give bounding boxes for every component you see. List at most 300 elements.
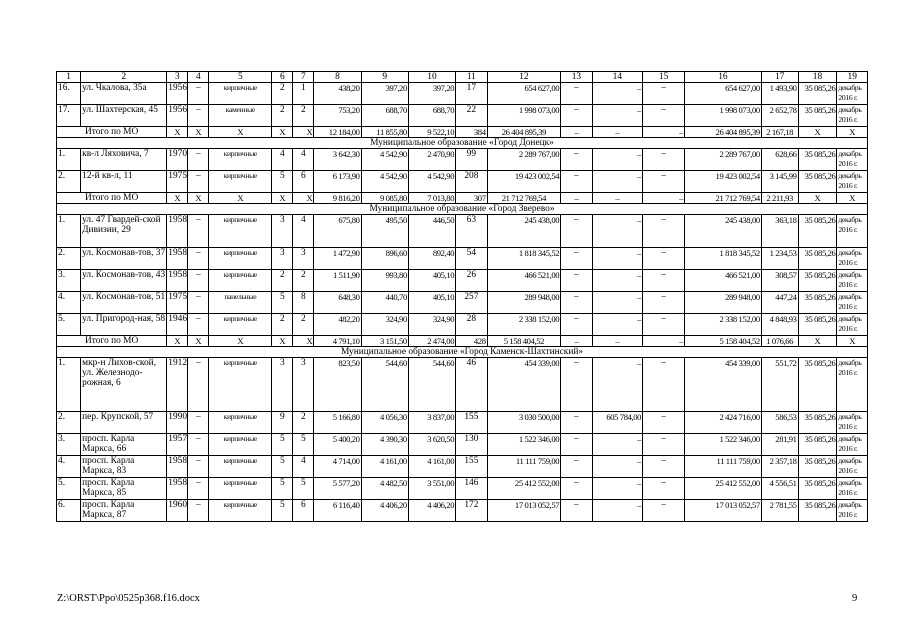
table-cell: – <box>592 215 642 248</box>
table-cell: 7 013,80 <box>408 193 455 204</box>
table-cell: ул. 47 Гвардей-ской Дивизии, 29 <box>81 215 167 248</box>
table-cell: 4 482,50 <box>361 478 408 500</box>
table-cell: декабрь 2016 г. <box>837 292 868 314</box>
table-cell: 1970 <box>167 149 188 171</box>
table-row <box>57 358 868 412</box>
table-cell: – <box>561 478 593 500</box>
table-cell: 25 412 552,00 <box>487 478 561 500</box>
table-cell: 654 627,00 <box>487 83 561 105</box>
table-cell: – <box>592 149 642 171</box>
section-row <box>57 204 868 215</box>
table-cell: 2 <box>293 314 314 336</box>
table-cell: ул. Космонав-тов, 37 <box>81 248 167 270</box>
table-cell: 3 <box>272 358 293 412</box>
table-row <box>57 500 868 522</box>
table-cell: 1 511,90 <box>314 270 361 292</box>
table-cell: 208 <box>456 171 488 193</box>
table-cell: 5 <box>209 72 272 83</box>
table-cell: 14 <box>592 72 642 83</box>
table-cell: 654 627,00 <box>685 83 762 105</box>
table-cell: 4. <box>57 456 81 478</box>
table-cell: X <box>272 193 293 204</box>
table-cell: просп. Карла Маркса, 83 <box>81 456 167 478</box>
table-cell: декабрь 2016 г. <box>837 149 868 171</box>
table-cell: 4 542,90 <box>408 171 455 193</box>
table-cell: декабрь 2016 г. <box>837 434 868 456</box>
table-cell: X <box>837 336 868 347</box>
table-cell: X <box>209 193 272 204</box>
table-cell: 4 542,90 <box>361 171 408 193</box>
table-cell: 2 <box>272 314 293 336</box>
table-cell: 892,40 <box>408 248 455 270</box>
table-cell: 4 161,00 <box>408 456 455 478</box>
table-cell: – <box>643 314 685 336</box>
table-cell: 1 234,53 <box>761 248 798 270</box>
page-number: 9 <box>852 593 858 604</box>
table-cell: 1. <box>57 358 81 412</box>
table-cell: 155 <box>456 412 488 434</box>
table-cell: 1958 <box>167 270 188 292</box>
table-cell: декабрь 2016 г. <box>837 270 868 292</box>
table-cell: – <box>188 314 209 336</box>
table-cell: декабрь 2016 г. <box>837 248 868 270</box>
table-cell: 6 <box>272 72 293 83</box>
table-cell: – <box>561 83 593 105</box>
table-cell: 308,57 <box>761 270 798 292</box>
table-cell: – <box>643 149 685 171</box>
table-cell: – <box>561 292 593 314</box>
table-cell: кирпичные <box>209 314 272 336</box>
table-row <box>57 215 868 248</box>
table-cell: 1946 <box>167 314 188 336</box>
table-cell: 26 404 895,39 <box>685 127 762 138</box>
table-cell: Муниципальное образование «Город Донецк» <box>57 138 868 149</box>
header-row <box>57 72 868 83</box>
table-cell: 5 <box>272 292 293 314</box>
table-cell: 2 474,00 <box>408 336 455 347</box>
table-cell: кирпичные <box>209 270 272 292</box>
table-cell: 324,90 <box>361 314 408 336</box>
housing-register-table <box>56 71 868 522</box>
table-cell: 9 085,80 <box>361 193 408 204</box>
table-cell: – <box>188 270 209 292</box>
table-cell: – <box>188 456 209 478</box>
table-cell: – <box>561 149 593 171</box>
table-cell: каменные <box>209 105 272 127</box>
table-cell: X <box>837 193 868 204</box>
table-cell: 1. <box>57 215 81 248</box>
table-cell: – <box>643 412 685 434</box>
table-cell: – <box>643 215 685 248</box>
table-cell: 5 <box>293 434 314 456</box>
table-cell: 46 <box>456 358 488 412</box>
table-cell: 2 289 767,00 <box>487 149 561 171</box>
table-cell: 12-й кв-л, 11 <box>81 171 167 193</box>
table-cell: – <box>592 193 642 204</box>
table-cell: кирпичные <box>209 478 272 500</box>
table-cell: 17 <box>761 72 798 83</box>
table-cell: – <box>643 434 685 456</box>
table-cell: 5 <box>272 171 293 193</box>
table-cell: 605 784,00 <box>592 412 642 434</box>
table-cell: 4 791,10 <box>314 336 361 347</box>
table-cell: 2. <box>57 412 81 434</box>
table-cell: 446,50 <box>408 215 455 248</box>
table-cell: 35 085,26 <box>798 478 837 500</box>
table-cell: 397,20 <box>361 83 408 105</box>
table-cell: X <box>188 336 209 347</box>
table-cell: 428 <box>456 336 488 347</box>
table-cell: декабрь 2016 г. <box>837 83 868 105</box>
table-cell: Муниципальное образование «Город Каменск-Шахтинский» <box>57 347 868 358</box>
table-cell: 5 <box>272 500 293 522</box>
table-cell: 3 837,00 <box>408 412 455 434</box>
table-row <box>57 149 868 171</box>
table-cell: 9 522,10 <box>408 127 455 138</box>
table-cell: – <box>592 500 642 522</box>
table-cell: 2 338 152,00 <box>487 314 561 336</box>
table-cell: – <box>188 412 209 434</box>
table-row <box>57 83 868 105</box>
table-cell: 6 <box>293 171 314 193</box>
table-cell: 1912 <box>167 358 188 412</box>
table-cell: 2 <box>272 105 293 127</box>
table-cell: 1 818 345,52 <box>685 248 762 270</box>
footer-file-path: Z:\ORST\Ppo\0525p368.f16.docx <box>57 593 200 604</box>
table-cell: 26 404 895,39 <box>487 127 561 138</box>
table-cell: кирпичные <box>209 456 272 478</box>
table-cell: 586,53 <box>761 412 798 434</box>
table-cell: 9 <box>361 72 408 83</box>
table-cell: 8 <box>314 72 361 83</box>
table-cell: – <box>561 127 593 138</box>
table-cell: 21 712 769,54 <box>487 193 561 204</box>
table-cell: 1 998 073,00 <box>685 105 762 127</box>
table-cell: кирпичные <box>209 83 272 105</box>
table-row <box>57 434 868 456</box>
table-cell: 3 <box>167 72 188 83</box>
table-cell: X <box>209 336 272 347</box>
table-row <box>57 270 868 292</box>
table-cell: – <box>643 83 685 105</box>
table-cell: 2. <box>57 248 81 270</box>
table-row <box>57 412 868 434</box>
table-cell: кирпичные <box>209 215 272 248</box>
table-cell: 4 <box>272 149 293 171</box>
table-cell: кирпичные <box>209 434 272 456</box>
table-cell: 8 <box>293 292 314 314</box>
section-row <box>57 138 868 149</box>
table-cell: – <box>561 456 593 478</box>
table-row <box>57 292 868 314</box>
table-cell: 2 <box>293 105 314 127</box>
table-cell: 245 438,00 <box>487 215 561 248</box>
table-cell: X <box>272 336 293 347</box>
table-cell: 19 423 002,54 <box>685 171 762 193</box>
table-cell: декабрь 2016 г. <box>837 358 868 412</box>
table-cell: 1. <box>57 149 81 171</box>
total-row <box>57 127 868 138</box>
table-cell: X <box>167 336 188 347</box>
table-cell: – <box>561 171 593 193</box>
section-row <box>57 347 868 358</box>
table-row <box>57 456 868 478</box>
table-cell: 7 <box>293 72 314 83</box>
table-cell: 3 <box>272 215 293 248</box>
table-cell: X <box>293 193 314 204</box>
table-cell: 1958 <box>167 215 188 248</box>
table-cell: 35 085,26 <box>798 83 837 105</box>
table-cell: 11 <box>456 72 488 83</box>
table-cell: 21 712 769,54 <box>685 193 762 204</box>
table-cell: 19 423 002,54 <box>487 171 561 193</box>
table-cell: 2 <box>272 270 293 292</box>
table-cell: 2 338 152,00 <box>685 314 762 336</box>
table-cell: – <box>643 336 685 347</box>
table-cell: 482,20 <box>314 314 361 336</box>
table-cell: 245 438,00 <box>685 215 762 248</box>
table-cell: 4 714,00 <box>314 456 361 478</box>
table-cell: 3 551,00 <box>408 478 455 500</box>
table-cell: 1 <box>293 83 314 105</box>
table-cell: 324,90 <box>408 314 455 336</box>
table-cell: декабрь 2016 г. <box>837 314 868 336</box>
table-cell: – <box>188 215 209 248</box>
table-cell: 2 <box>81 72 167 83</box>
table-cell: 35 085,26 <box>798 358 837 412</box>
table-cell: декабрь 2016 г. <box>837 456 868 478</box>
table-cell: – <box>561 434 593 456</box>
table-cell: – <box>643 456 685 478</box>
table-cell: 2 <box>293 412 314 434</box>
table-cell: 35 085,26 <box>798 456 837 478</box>
table-cell: – <box>592 336 642 347</box>
table-cell: кирпичные <box>209 149 272 171</box>
table-cell: 12 184,00 <box>314 127 361 138</box>
table-cell: 1975 <box>167 292 188 314</box>
table-cell: 544,60 <box>361 358 408 412</box>
table-cell: Муниципальное образование «Город Зверево» <box>57 204 868 215</box>
table-cell: 440,70 <box>361 292 408 314</box>
table-cell: 5 <box>293 478 314 500</box>
total-row <box>57 193 868 204</box>
table-cell: 5. <box>57 478 81 500</box>
table-cell: 16 <box>685 72 762 83</box>
table-cell: – <box>188 292 209 314</box>
table-cell: 289 948,00 <box>685 292 762 314</box>
table-cell: 172 <box>456 500 488 522</box>
table-cell: 2 167,18 <box>761 127 798 138</box>
table-cell: 648,30 <box>314 292 361 314</box>
table-cell: 2 289 767,00 <box>685 149 762 171</box>
table-cell: 1 522 346,00 <box>685 434 762 456</box>
table-cell: 5 400,20 <box>314 434 361 456</box>
table-cell: – <box>592 105 642 127</box>
table-cell: кирпичные <box>209 358 272 412</box>
table-cell: 1 493,90 <box>761 83 798 105</box>
table-cell: – <box>188 500 209 522</box>
table-cell: 384 <box>456 127 488 138</box>
table-cell: 993,80 <box>361 270 408 292</box>
table-cell: 99 <box>456 149 488 171</box>
table-cell: – <box>643 105 685 127</box>
table-cell: 155 <box>456 456 488 478</box>
table-cell: 35 085,26 <box>798 215 837 248</box>
table-cell: – <box>592 127 642 138</box>
table-row <box>57 105 868 127</box>
table-cell: X <box>798 336 837 347</box>
table-cell: 15 <box>643 72 685 83</box>
table-cell: 4 406,20 <box>361 500 408 522</box>
table-cell: – <box>643 127 685 138</box>
table-cell: 4 556,51 <box>761 478 798 500</box>
table-cell: 1957 <box>167 434 188 456</box>
table-cell: 2 <box>272 83 293 105</box>
table-cell: 307 <box>456 193 488 204</box>
table-cell: ул. Чкалова, 35а <box>81 83 167 105</box>
table-cell: 4 390,30 <box>361 434 408 456</box>
table-cell: 5 577,20 <box>314 478 361 500</box>
table-cell: – <box>592 314 642 336</box>
table-cell: 289 948,00 <box>487 292 561 314</box>
table-cell: 675,80 <box>314 215 361 248</box>
table-row <box>57 248 868 270</box>
table-cell: 551,72 <box>761 358 798 412</box>
table-cell: – <box>592 83 642 105</box>
table-cell: 5 <box>272 456 293 478</box>
table-cell: – <box>188 171 209 193</box>
table-cell: 3. <box>57 434 81 456</box>
table-cell: кирпичные <box>209 412 272 434</box>
table-cell: Итого по МО <box>57 127 167 138</box>
table-cell: 454 339,00 <box>487 358 561 412</box>
table-cell: 3 030 500,00 <box>487 412 561 434</box>
table-cell: 1958 <box>167 248 188 270</box>
table-cell: 447,24 <box>761 292 798 314</box>
table-cell: 4 542,90 <box>361 149 408 171</box>
table-cell: X <box>798 127 837 138</box>
table-cell: 2 <box>293 270 314 292</box>
table-cell: X <box>798 193 837 204</box>
table-cell: 1 472,90 <box>314 248 361 270</box>
table-cell: декабрь 2016 г. <box>837 215 868 248</box>
table-cell: 896,60 <box>361 248 408 270</box>
table-cell: 35 085,26 <box>798 149 837 171</box>
table-cell: 35 085,26 <box>798 314 837 336</box>
table-cell: 4. <box>57 292 81 314</box>
table-cell: 12 <box>487 72 561 83</box>
table-cell: 397,20 <box>408 83 455 105</box>
table-cell: – <box>188 105 209 127</box>
table-cell: X <box>293 336 314 347</box>
table-cell: кирпичные <box>209 171 272 193</box>
table-cell: – <box>188 149 209 171</box>
table-cell: 405,10 <box>408 270 455 292</box>
table-row <box>57 314 868 336</box>
table-cell: 3 620,50 <box>408 434 455 456</box>
table-cell: – <box>592 456 642 478</box>
table-cell: – <box>561 314 593 336</box>
table-cell: X <box>272 127 293 138</box>
table-cell: 26 <box>456 270 488 292</box>
table-cell: пер. Крупской, 57 <box>81 412 167 434</box>
table-cell: 405,10 <box>408 292 455 314</box>
table-cell: 16. <box>57 83 81 105</box>
table-cell: 130 <box>456 434 488 456</box>
table-cell: – <box>188 358 209 412</box>
table-cell: – <box>643 171 685 193</box>
table-cell: 11 111 759,00 <box>487 456 561 478</box>
table-cell: – <box>592 434 642 456</box>
table-cell: 3 <box>293 358 314 412</box>
table-cell: 1958 <box>167 478 188 500</box>
table-cell: 63 <box>456 215 488 248</box>
table-cell: 1 998 073,00 <box>487 105 561 127</box>
table-cell: 9 816,20 <box>314 193 361 204</box>
table-cell: 4 848,93 <box>761 314 798 336</box>
table-cell: 6 173,90 <box>314 171 361 193</box>
table-cell: 688,70 <box>408 105 455 127</box>
table-cell: 3 151,50 <box>361 336 408 347</box>
table-cell: – <box>561 270 593 292</box>
table-cell: X <box>188 127 209 138</box>
table-cell: – <box>188 434 209 456</box>
table-cell: 466 521,00 <box>685 270 762 292</box>
table-cell: 454 339,00 <box>685 358 762 412</box>
table-cell: 4 056,30 <box>361 412 408 434</box>
table-cell: – <box>592 358 642 412</box>
table-cell: 3 145,99 <box>761 171 798 193</box>
table-cell: 1956 <box>167 83 188 105</box>
table-cell: Итого по МО <box>57 336 167 347</box>
table-cell: 35 085,26 <box>798 412 837 434</box>
table-cell: 1 818 345,52 <box>487 248 561 270</box>
table-cell: 35 085,26 <box>798 171 837 193</box>
table-cell: 35 085,26 <box>798 105 837 127</box>
table-cell: – <box>643 500 685 522</box>
table-cell: 4 <box>293 456 314 478</box>
table-cell: 5 158 404,52 <box>685 336 762 347</box>
table-cell: – <box>561 193 593 204</box>
table-cell: – <box>643 270 685 292</box>
table-cell: 10 <box>408 72 455 83</box>
table-cell: ул. Шахтерская, 45 <box>81 105 167 127</box>
table-cell: просп. Карла Маркса, 87 <box>81 500 167 522</box>
table-cell: 22 <box>456 105 488 127</box>
table-cell: – <box>561 500 593 522</box>
table-cell: ул. Пригород-ная, 58 <box>81 314 167 336</box>
table-cell: – <box>592 171 642 193</box>
table-cell: 54 <box>456 248 488 270</box>
table-cell: – <box>592 248 642 270</box>
table-cell: 35 085,26 <box>798 434 837 456</box>
table-cell: – <box>561 105 593 127</box>
table-cell: 4 161,00 <box>361 456 408 478</box>
table-cell: ул. Космонав-тов, 51 <box>81 292 167 314</box>
table-cell: 1975 <box>167 171 188 193</box>
table-cell: 495,50 <box>361 215 408 248</box>
table-cell: 17. <box>57 105 81 127</box>
table-cell: 5 166,80 <box>314 412 361 434</box>
table-cell: ул. Космонав-тов, 43 <box>81 270 167 292</box>
table-cell: кирпичные <box>209 500 272 522</box>
table-cell: – <box>561 215 593 248</box>
table-cell: 1 <box>57 72 81 83</box>
table-cell: декабрь 2016 г. <box>837 412 868 434</box>
table-cell: кирпичные <box>209 248 272 270</box>
table-cell: панельные <box>209 292 272 314</box>
table-cell: 146 <box>456 478 488 500</box>
